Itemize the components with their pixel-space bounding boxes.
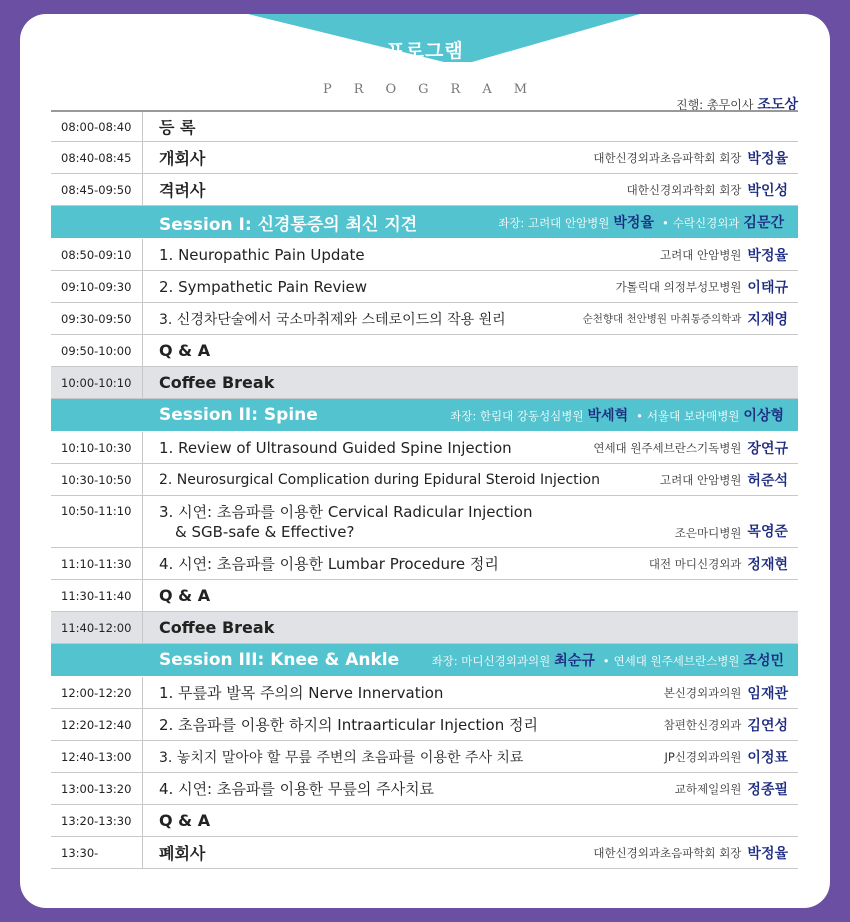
row-title: 등 록 bbox=[159, 118, 196, 137]
row-title-line: 3. 시연: 초음파를 이용한 Cervical Radicular Injection bbox=[159, 503, 533, 521]
chair-label: 좌장: 고려대 안암병원 bbox=[498, 216, 610, 230]
row-time: 08:45-09:50 bbox=[51, 174, 143, 205]
row-speaker: 김연성 bbox=[747, 717, 788, 734]
row-affiliation: 참편한신경외과 bbox=[663, 717, 742, 732]
chair-affiliation: 서울대 보라매병원 bbox=[646, 409, 740, 423]
row-title: 3. 신경차단술에서 국소마취제와 스테로이드의 작용 원리 bbox=[159, 311, 506, 328]
row-speaker: 장연규 bbox=[747, 440, 788, 457]
row-title: 1. 무릎과 발목 주의의 Nerve Innervation bbox=[159, 684, 444, 702]
row-title: 1. Review of Ultrasound Guided Spine Injection bbox=[159, 438, 512, 457]
row-title: Coffee Break bbox=[159, 373, 275, 392]
session-header bbox=[51, 644, 798, 677]
row-title: 개회사 bbox=[159, 149, 206, 168]
row-speaker: 정재현 bbox=[747, 556, 788, 573]
banner-title: 프로그램 bbox=[386, 40, 464, 62]
row-title: 격려사 bbox=[159, 181, 206, 200]
table-row bbox=[51, 174, 798, 206]
row-time: 12:40-13:00 bbox=[51, 741, 143, 772]
row-speaker: 이태규 bbox=[747, 279, 788, 296]
row-title: 2. Neurosurgical Complication during Epidural Steroid Injection bbox=[159, 471, 600, 488]
table-row bbox=[51, 239, 798, 271]
row-time: 13:00-13:20 bbox=[51, 773, 143, 804]
session-header bbox=[51, 206, 798, 239]
row-title: 3. 놓치지 말아야 할 무릎 주변의 초음파를 이용한 주사 치료 bbox=[159, 749, 524, 766]
row-time: 13:20-13:30 bbox=[51, 805, 143, 836]
chair-name: 최순규 bbox=[554, 653, 595, 669]
row-time: 12:20-12:40 bbox=[51, 709, 143, 740]
chair-name: 김문간 bbox=[743, 215, 784, 231]
chair-affiliation: 연세대 원주세브란스병원 bbox=[613, 654, 740, 668]
table-row bbox=[51, 773, 798, 805]
moderator-label: 진행: 총무이사 bbox=[676, 98, 754, 112]
row-title-line: & SGB-safe & Effective? bbox=[175, 523, 355, 541]
row-title bbox=[143, 496, 675, 542]
row-title: Q & A bbox=[159, 341, 211, 360]
row-time: 11:40-12:00 bbox=[51, 612, 143, 643]
table-row bbox=[51, 548, 798, 580]
row-time: 12:00-12:20 bbox=[51, 677, 143, 708]
row-title: 4. 시연: 초음파를 이용한 무릎의 주사치료 bbox=[159, 780, 435, 798]
row-title: 2. 초음파를 이용한 하지의 Intraarticular Injection 정리 bbox=[159, 716, 538, 734]
bullet-icon: • bbox=[636, 409, 643, 423]
chair-label: 좌장: 마디신경외과의원 bbox=[431, 654, 551, 668]
row-speaker: 목영준 bbox=[747, 524, 788, 540]
bullet-icon: • bbox=[602, 654, 610, 668]
row-speaker: 임재관 bbox=[747, 685, 788, 702]
row-title: Q & A bbox=[159, 811, 211, 830]
row-time bbox=[51, 206, 143, 238]
chair-name: 박세혁 bbox=[587, 408, 629, 424]
row-speaker: 박정율 bbox=[747, 247, 788, 264]
session-title: Session II: Spine bbox=[159, 405, 318, 425]
table-row bbox=[51, 271, 798, 303]
table-row bbox=[51, 432, 798, 464]
session-chairs bbox=[498, 212, 798, 232]
table-row bbox=[51, 335, 798, 367]
row-speaker: 이정표 bbox=[747, 749, 788, 766]
chair-name: 박정율 bbox=[613, 215, 654, 231]
chair-label: 좌장: 한림대 강동성심병원 bbox=[450, 409, 584, 423]
row-time: 11:30-11:40 bbox=[51, 580, 143, 611]
row-affiliation: 조은마디병원 bbox=[674, 526, 742, 540]
table-row bbox=[51, 580, 798, 612]
row-speaker: 지재영 bbox=[747, 311, 788, 328]
row-affiliation: 대한신경외과초음파학회 회장 bbox=[593, 845, 742, 860]
row-affiliation: 순천향대 천안병원 마취통증의학과 bbox=[582, 313, 742, 325]
session-header bbox=[51, 399, 798, 432]
row-time: 09:30-09:50 bbox=[51, 303, 143, 334]
row-affiliation: 본신경외과의원 bbox=[663, 685, 742, 700]
chair-name: 이상형 bbox=[743, 408, 784, 424]
table-row bbox=[51, 496, 798, 548]
row-time: 08:40-08:45 bbox=[51, 142, 143, 173]
row-affiliation: JP신경외과의원 bbox=[664, 749, 742, 764]
table-row bbox=[51, 677, 798, 709]
row-title: 1. Neuropathic Pain Update bbox=[159, 245, 365, 264]
table-row bbox=[51, 303, 798, 335]
row-speaker: 박정율 bbox=[747, 845, 788, 862]
row-title: 2. Sympathetic Pain Review bbox=[159, 277, 368, 296]
row-title: Coffee Break bbox=[159, 618, 275, 637]
break-row bbox=[51, 367, 798, 399]
row-affiliation: 가톨릭대 의정부성모병원 bbox=[615, 279, 742, 294]
row-affiliation: 대전 마디신경외과 bbox=[648, 556, 742, 571]
row-affiliation: 고려대 안암병원 bbox=[660, 472, 742, 487]
row-time: 10:10-10:30 bbox=[51, 432, 143, 463]
row-time bbox=[51, 644, 143, 676]
session-chairs bbox=[450, 405, 798, 425]
program-card bbox=[20, 14, 830, 908]
row-time: 11:10-11:30 bbox=[51, 548, 143, 579]
table-row bbox=[51, 464, 798, 496]
session-title: Session III: Knee & Ankle bbox=[159, 650, 400, 670]
row-title: 4. 시연: 초음파를 이용한 Lumbar Procedure 정리 bbox=[159, 555, 499, 573]
row-affiliation: 교하제일의원 bbox=[674, 781, 742, 796]
row-speaker: 정종필 bbox=[747, 781, 788, 798]
program-subtitle: PROGRAM bbox=[322, 82, 550, 97]
row-title: 폐회사 bbox=[159, 844, 206, 863]
table-row bbox=[51, 805, 798, 837]
session-title: Session I: 신경통증의 최신 지견 bbox=[159, 214, 418, 235]
row-title: Q & A bbox=[159, 586, 211, 605]
row-speaker: 박정율 bbox=[747, 150, 788, 167]
row-time: 08:50-09:10 bbox=[51, 239, 143, 270]
row-time: 10:30-10:50 bbox=[51, 464, 143, 495]
table-row bbox=[51, 837, 798, 869]
row-time: 09:50-10:00 bbox=[51, 335, 143, 366]
table-row bbox=[51, 741, 798, 773]
bullet-icon: • bbox=[661, 216, 669, 230]
row-time bbox=[51, 399, 143, 431]
chair-affiliation: 수락신경외과 bbox=[672, 216, 740, 230]
row-speaker: 허준석 bbox=[747, 472, 788, 489]
row-time: 09:10-09:30 bbox=[51, 271, 143, 302]
table-row bbox=[51, 142, 798, 174]
chair-name: 조성민 bbox=[743, 653, 784, 669]
row-time: 10:50-11:10 bbox=[51, 496, 143, 547]
program-table bbox=[51, 110, 798, 869]
row-affiliation: 고려대 안암병원 bbox=[660, 247, 742, 262]
table-row bbox=[51, 709, 798, 741]
table-row bbox=[51, 110, 798, 142]
row-affiliation: 대한신경외과초음파학회 회장 bbox=[593, 150, 742, 165]
session-chairs bbox=[432, 650, 798, 670]
row-affiliation: 대한신경외과학회 회장 bbox=[626, 182, 742, 197]
row-speaker: 박인성 bbox=[747, 182, 788, 199]
row-time: 13:30- bbox=[51, 837, 143, 868]
moderator-name: 조도상 bbox=[757, 97, 798, 113]
break-row bbox=[51, 612, 798, 644]
row-time: 08:00-08:40 bbox=[51, 112, 143, 141]
row-affiliation: 연세대 원주세브란스기독병원 bbox=[593, 440, 742, 455]
row-time: 10:00-10:10 bbox=[51, 367, 143, 398]
